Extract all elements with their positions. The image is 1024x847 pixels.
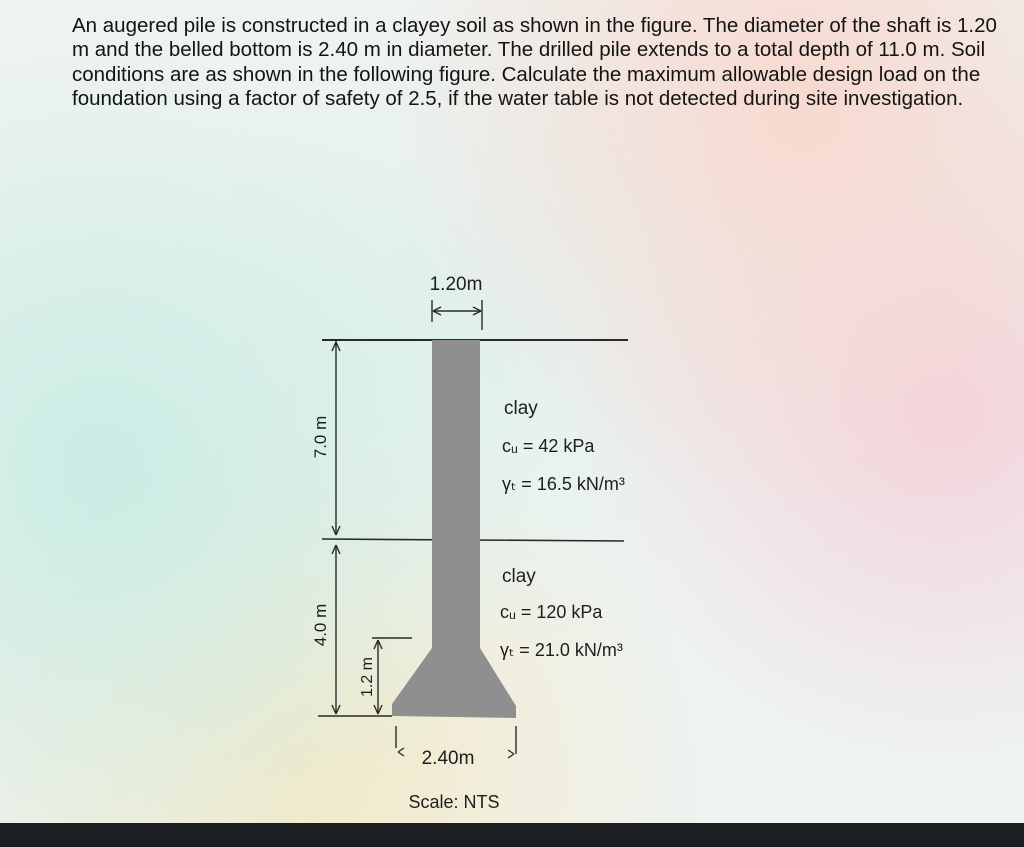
shaft-diameter-label: 1.20m <box>429 274 483 295</box>
bell-diameter-label: 2.40m <box>421 748 475 769</box>
layer1-soil-name: clay <box>504 398 538 419</box>
bottom-bar <box>0 823 1024 847</box>
layer1-cu: cᵤ = 42 kPa <box>502 436 595 456</box>
pile-body <box>392 340 516 718</box>
layer1-thickness-label: 7.0 m <box>311 415 330 459</box>
layer2-thickness-label: 4.0 m <box>311 603 330 647</box>
layer2-cu: cᵤ = 120 kPa <box>500 602 603 622</box>
layer1-unit-weight: γₜ = 16.5 kN/m³ <box>502 474 625 494</box>
bell-dim-arrow-right <box>508 750 514 758</box>
bell-height-label: 1.2 m <box>359 656 376 698</box>
bell-dim-arrow-left <box>398 748 404 756</box>
scale-note: Scale: NTS <box>408 792 500 812</box>
layer2-unit-weight: γₜ = 21.0 kN/m³ <box>500 640 623 660</box>
layer2-soil-name: clay <box>502 566 536 587</box>
problem-statement: An augered pile is constructed in a clayey soil as shown in the figure. The diameter of the shaft is 1.20 m and the belled bottom is 2.40 m in diameter. The drilled pile extends to a total depth of 11.0 m. Soil conditions are as shown in the following figure. Calculate the maximum allowable design load on the foundation using a factor of safety of 2.5, if the water table is not detected during site investigation. <box>72 14 997 111</box>
